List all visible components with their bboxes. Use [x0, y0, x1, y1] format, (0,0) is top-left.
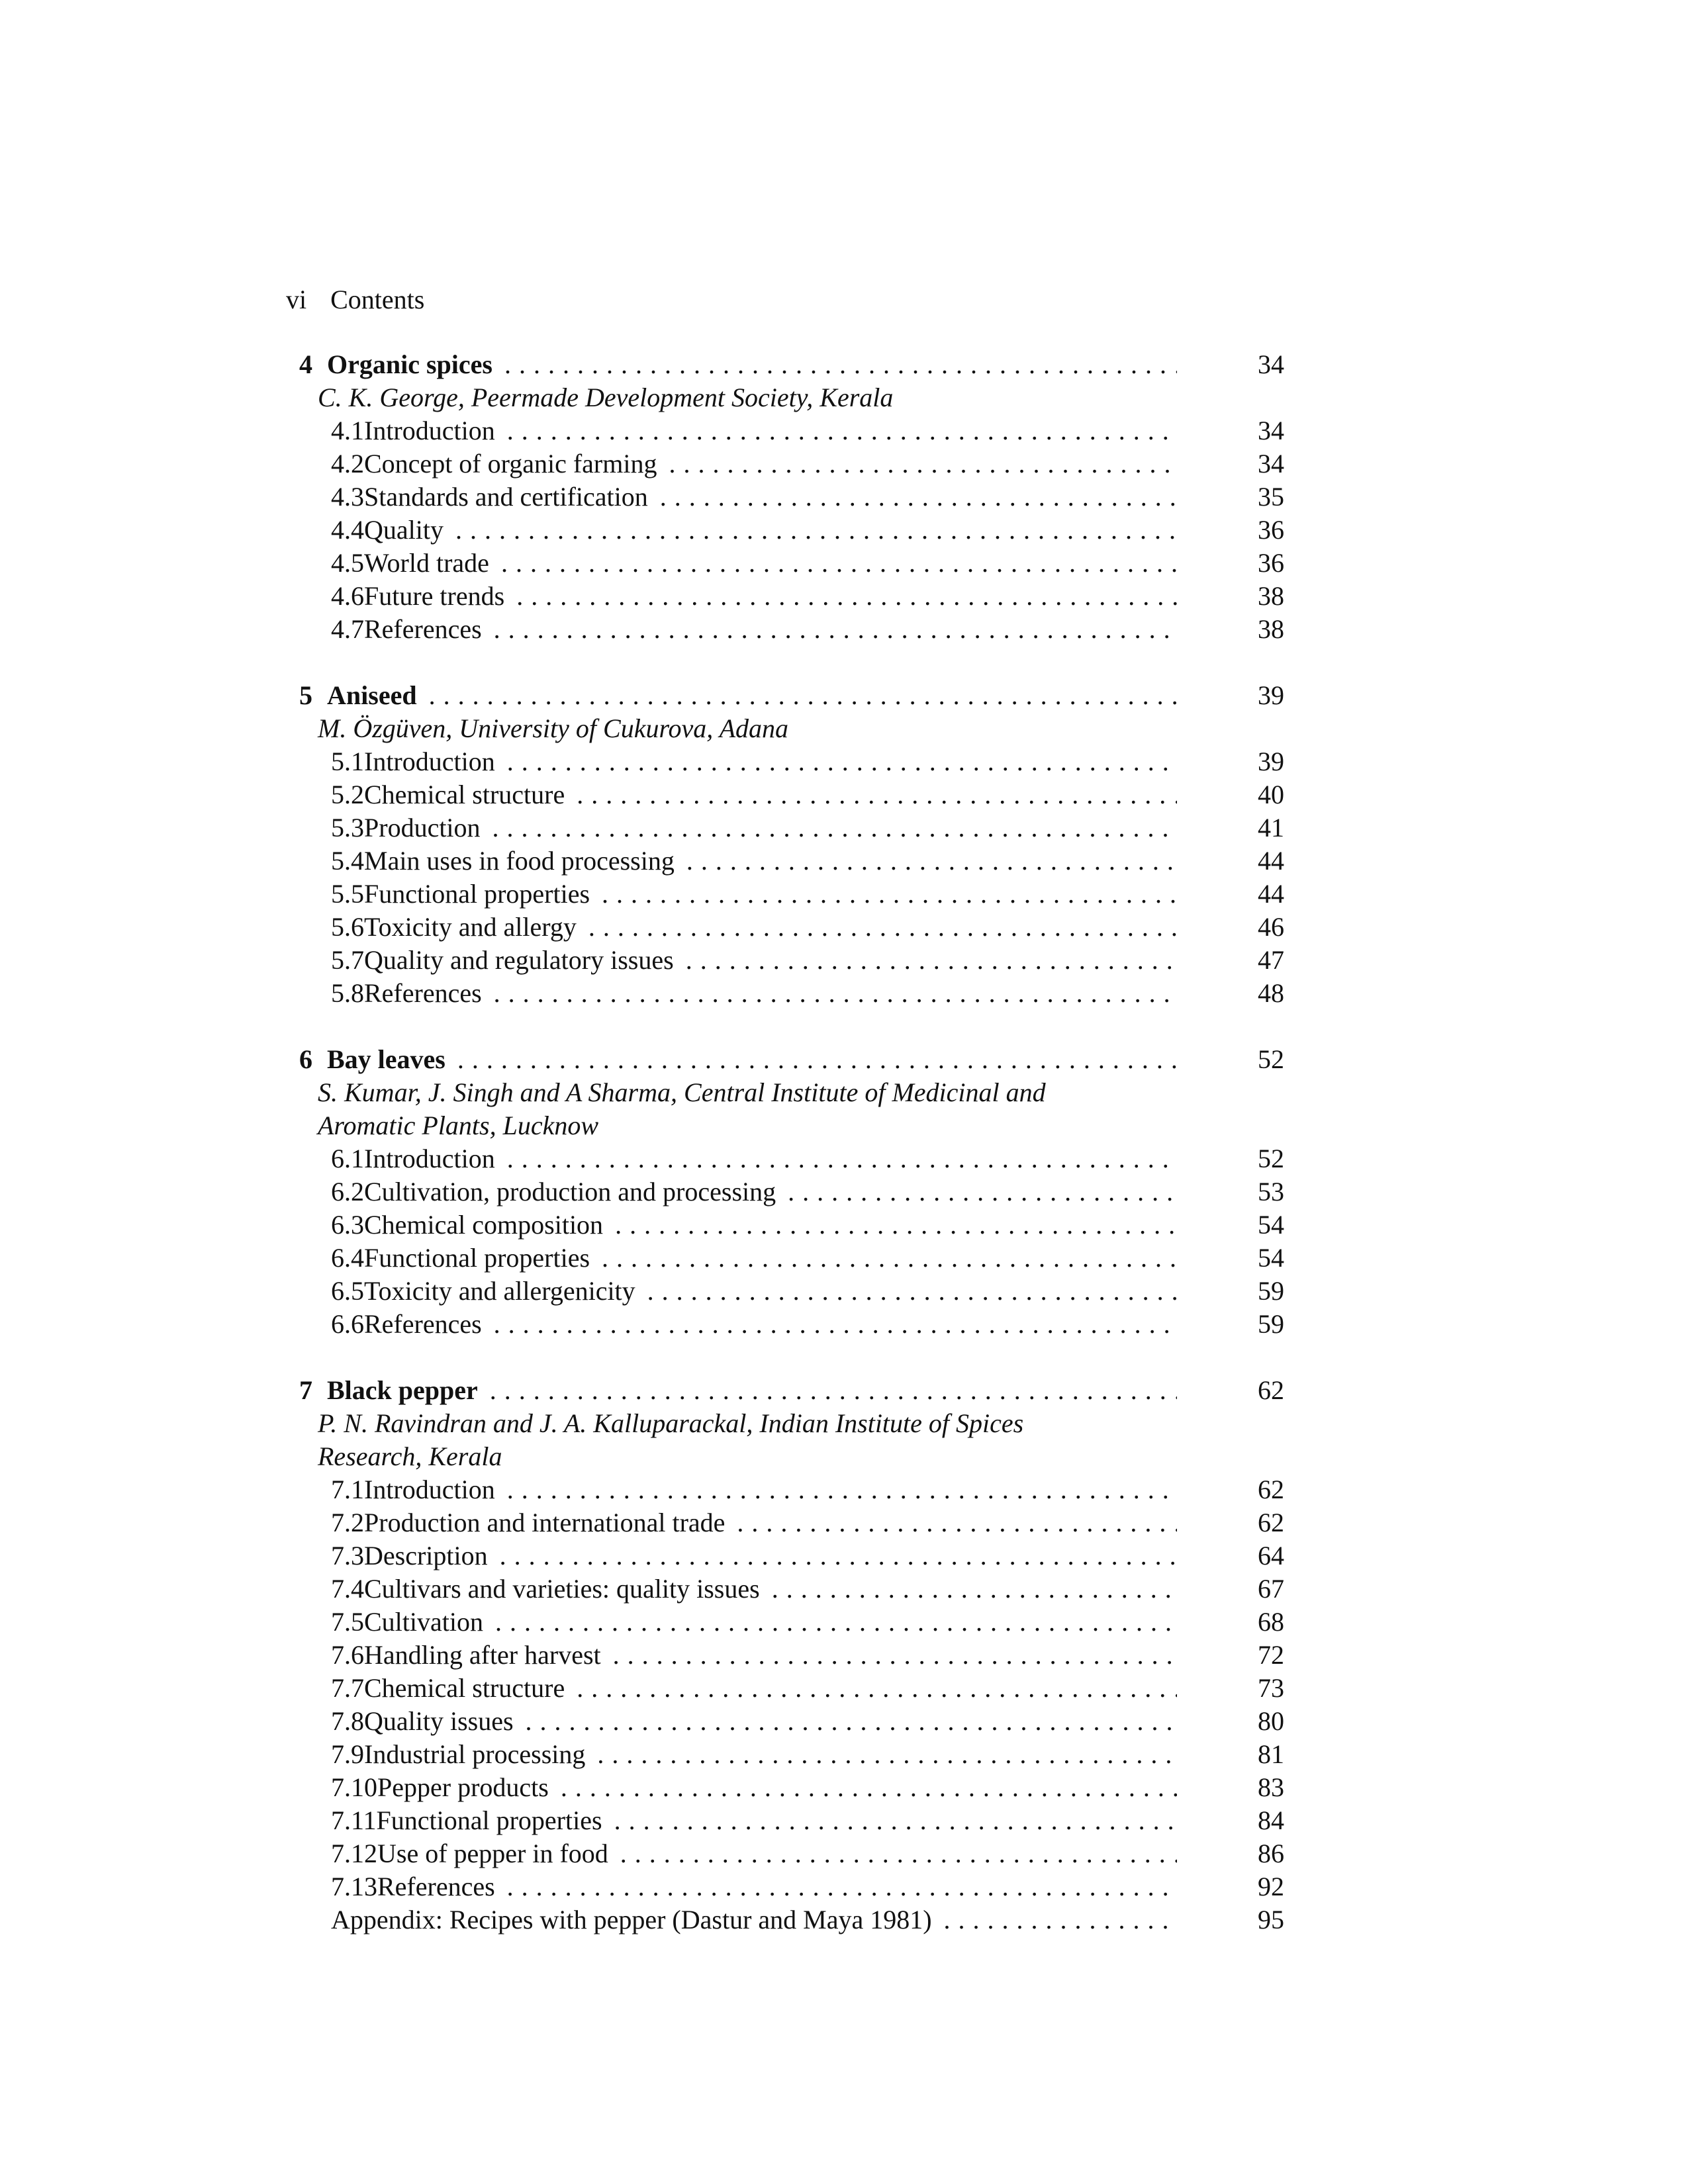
- section-page-number: 59: [1258, 1276, 1284, 1306]
- section-title: References: [364, 978, 482, 1008]
- chapter-entry[interactable]: [286, 348, 1284, 381]
- chapter-block: [286, 348, 1284, 646]
- section-page-number: 86: [1258, 1839, 1284, 1868]
- section-title: Concept of organic farming: [364, 449, 657, 478]
- section-number: 7.2: [331, 1508, 364, 1537]
- section-entry-lead: [331, 514, 1177, 547]
- section-entry-lead: [331, 547, 1177, 580]
- section-number: 7.5: [331, 1607, 364, 1637]
- chapter-authors: Research, Kerala: [318, 1441, 502, 1471]
- section-title: Cultivation, production and processing: [364, 1177, 776, 1206]
- section-entry[interactable]: [286, 1606, 1284, 1639]
- section-number: 5.3: [331, 813, 364, 842]
- chapter-authors: P. N. Ravindran and J. A. Kalluparackal, Indian Institute of Spices: [318, 1408, 1024, 1438]
- section-page-number: 38: [1258, 614, 1284, 644]
- section-page-number: 84: [1258, 1805, 1284, 1835]
- section-entry[interactable]: [286, 778, 1284, 811]
- section-entry[interactable]: [286, 1506, 1284, 1539]
- section-entry-lead: [331, 1705, 1177, 1738]
- section-title: Introduction: [364, 416, 495, 445]
- section-title: World trade: [364, 548, 489, 578]
- section-title: Use of pepper in food: [377, 1839, 608, 1868]
- section-entry-lead: [331, 1539, 1177, 1572]
- section-number: 6.1: [331, 1144, 364, 1173]
- chapter-title: Black pepper: [327, 1375, 478, 1405]
- section-page-number: 62: [1258, 1475, 1284, 1504]
- chapter-page-number: 34: [1258, 349, 1284, 379]
- chapter-title: Aniseed: [327, 680, 417, 710]
- table-of-contents: [286, 348, 1284, 1970]
- section-title: Production: [364, 813, 481, 842]
- section-title: Handling after harvest: [364, 1640, 601, 1670]
- section-entry[interactable]: [286, 1804, 1284, 1837]
- section-entry[interactable]: [286, 414, 1284, 447]
- section-number: 4.2: [331, 449, 364, 478]
- section-page-number: 39: [1258, 747, 1284, 776]
- section-page-number: 35: [1258, 482, 1284, 512]
- section-page-number: 67: [1258, 1574, 1284, 1604]
- section-entry-lead: [331, 944, 1177, 977]
- section-entry[interactable]: [286, 977, 1284, 1010]
- section-entry-lead: [331, 447, 1177, 480]
- section-title: Quality and regulatory issues: [364, 945, 674, 975]
- section-title: References: [377, 1872, 495, 1901]
- running-head-title: Contents: [330, 285, 425, 314]
- section-number: 7.8: [331, 1706, 364, 1736]
- section-entry-lead: [331, 745, 1177, 778]
- section-page-number: 64: [1258, 1541, 1284, 1570]
- section-number: 4.7: [331, 614, 364, 644]
- section-entry[interactable]: [286, 1208, 1284, 1242]
- chapter-block: [286, 1043, 1284, 1341]
- section-entry-lead: [331, 1672, 1177, 1705]
- section-page-number: 34: [1258, 416, 1284, 445]
- section-entry[interactable]: [286, 1242, 1284, 1275]
- section-entry-lead: [331, 811, 1177, 844]
- chapter-entry[interactable]: [286, 1043, 1284, 1076]
- section-entry[interactable]: [286, 1308, 1284, 1341]
- chapter-number: 7: [299, 1375, 312, 1405]
- section-entry-lead: [331, 1572, 1177, 1606]
- section-entry[interactable]: [286, 1672, 1284, 1705]
- section-number: 5.8: [331, 978, 364, 1008]
- section-number: 4.4: [331, 515, 364, 545]
- section-title: Standards and certification: [364, 482, 648, 512]
- section-entry[interactable]: [286, 1539, 1284, 1572]
- page-folio: vi: [286, 285, 307, 314]
- section-number: 6.6: [331, 1309, 364, 1339]
- appendix-entry[interactable]: [286, 1903, 1284, 1936]
- chapter-block: [286, 679, 1284, 1010]
- section-title: References: [364, 614, 482, 644]
- section-page-number: 53: [1258, 1177, 1284, 1206]
- chapter-number: 5: [299, 680, 312, 710]
- section-title: Chemical structure: [364, 780, 565, 809]
- section-number: 6.2: [331, 1177, 364, 1206]
- section-title: Industrial processing: [364, 1739, 586, 1769]
- section-page-number: 92: [1258, 1872, 1284, 1901]
- section-title: Production and international trade: [364, 1508, 726, 1537]
- section-entry-lead: [331, 613, 1177, 646]
- section-number: 7.13: [331, 1872, 377, 1901]
- section-title: Functional properties: [364, 879, 590, 909]
- appendix-entry-lead: [331, 1903, 1177, 1936]
- section-page-number: 72: [1258, 1640, 1284, 1670]
- chapter-entry[interactable]: [286, 1374, 1284, 1407]
- section-entry-lead: [331, 1837, 1177, 1870]
- appendix-page-number: 95: [1258, 1905, 1284, 1934]
- section-entry-lead: [331, 1506, 1177, 1539]
- section-entry[interactable]: [286, 447, 1284, 480]
- chapter-authors: C. K. George, Peermade Development Society, Kerala: [318, 383, 894, 412]
- section-entry-lead: [331, 1175, 1177, 1208]
- section-entry-lead: [331, 778, 1177, 811]
- section-entry[interactable]: [286, 1738, 1284, 1771]
- section-title: Introduction: [364, 1475, 495, 1504]
- section-page-number: 62: [1258, 1508, 1284, 1537]
- section-title: Functional properties: [376, 1805, 602, 1835]
- section-number: 4.3: [331, 482, 364, 512]
- section-title: Cultivars and varieties: quality issues: [364, 1574, 760, 1604]
- running-head: [286, 283, 424, 316]
- chapter-entry-lead: [286, 1043, 1177, 1076]
- section-entry-lead: [331, 1870, 1177, 1903]
- section-title: Chemical composition: [364, 1210, 604, 1240]
- section-entry-lead: [331, 414, 1177, 447]
- section-number: 7.10: [331, 1772, 377, 1802]
- section-entry[interactable]: [286, 580, 1284, 613]
- section-number: 6.5: [331, 1276, 364, 1306]
- section-entry-lead: [331, 1275, 1177, 1308]
- section-number: 7.4: [331, 1574, 364, 1604]
- section-entry[interactable]: [286, 547, 1284, 580]
- section-page-number: 83: [1258, 1772, 1284, 1802]
- section-entry-lead: [331, 1208, 1177, 1242]
- chapter-authors: Aromatic Plants, Lucknow: [318, 1111, 599, 1140]
- section-entry-lead: [331, 580, 1177, 613]
- section-page-number: 36: [1258, 515, 1284, 545]
- section-entry[interactable]: [286, 1771, 1284, 1804]
- section-number: 6.3: [331, 1210, 364, 1240]
- section-number: 5.6: [331, 912, 364, 942]
- chapter-title: Organic spices: [327, 349, 492, 379]
- section-title: References: [364, 1309, 482, 1339]
- section-entry-lead: [331, 1242, 1177, 1275]
- section-title: Cultivation: [364, 1607, 483, 1637]
- section-number: 6.4: [331, 1243, 364, 1273]
- chapter-entry[interactable]: [286, 679, 1284, 712]
- section-entry-lead: [331, 1606, 1177, 1639]
- section-title: Introduction: [364, 1144, 495, 1173]
- section-number: 7.6: [331, 1640, 364, 1670]
- section-number: 5.2: [331, 780, 364, 809]
- section-page-number: 41: [1258, 813, 1284, 842]
- chapter-page-number: 62: [1258, 1375, 1284, 1405]
- section-title: Pepper products: [377, 1772, 549, 1802]
- section-title: Quality: [364, 515, 444, 545]
- section-page-number: 44: [1258, 879, 1284, 909]
- section-entry-lead: [331, 844, 1177, 878]
- section-number: 7.3: [331, 1541, 364, 1570]
- section-entry[interactable]: [286, 613, 1284, 646]
- section-entry-lead: [331, 480, 1177, 514]
- section-entry[interactable]: [286, 1275, 1284, 1308]
- section-page-number: 73: [1258, 1673, 1284, 1703]
- section-entry-lead: [331, 911, 1177, 944]
- chapter-page-number: 52: [1258, 1044, 1284, 1074]
- section-title: Future trends: [364, 581, 505, 611]
- chapter-authors: S. Kumar, J. Singh and A Sharma, Central Institute of Medicinal and: [318, 1077, 1046, 1107]
- section-entry[interactable]: [286, 1473, 1284, 1506]
- section-title: Introduction: [364, 747, 495, 776]
- section-title: Toxicity and allergy: [364, 912, 577, 942]
- section-entry[interactable]: [286, 1639, 1284, 1672]
- section-entry[interactable]: [286, 944, 1284, 977]
- section-entry-lead: [331, 1308, 1177, 1341]
- section-entry[interactable]: [286, 878, 1284, 911]
- section-number: 7.9: [331, 1739, 364, 1769]
- section-title: Description: [364, 1541, 488, 1570]
- section-page-number: 68: [1258, 1607, 1284, 1637]
- chapter-title: Bay leaves: [327, 1044, 445, 1074]
- section-number: 4.6: [331, 581, 364, 611]
- section-entry-lead: [331, 878, 1177, 911]
- section-page-number: 81: [1258, 1739, 1284, 1769]
- section-entry-lead: [331, 1771, 1177, 1804]
- section-entry[interactable]: [286, 1572, 1284, 1606]
- section-page-number: 36: [1258, 548, 1284, 578]
- section-number: 5.1: [331, 747, 364, 776]
- section-page-number: 48: [1258, 978, 1284, 1008]
- section-number: 5.7: [331, 945, 364, 975]
- section-number: 4.1: [331, 416, 364, 445]
- section-page-number: 38: [1258, 581, 1284, 611]
- chapter-entry-lead: [286, 1374, 1177, 1407]
- section-number: 7.1: [331, 1475, 364, 1504]
- chapter-number: 4: [299, 349, 312, 379]
- section-title: Toxicity and allergenicity: [364, 1276, 635, 1306]
- section-title: Quality issues: [364, 1706, 514, 1736]
- section-entry-lead: [331, 977, 1177, 1010]
- chapter-block: [286, 1374, 1284, 1936]
- section-title: Functional properties: [364, 1243, 590, 1273]
- section-entry-lead: [331, 1142, 1177, 1175]
- section-entry[interactable]: [286, 1837, 1284, 1870]
- section-entry[interactable]: [286, 480, 1284, 514]
- section-number: 7.11: [331, 1805, 377, 1835]
- section-number: 5.4: [331, 846, 364, 876]
- section-number: 5.5: [331, 879, 364, 909]
- section-title: Chemical structure: [364, 1673, 565, 1703]
- section-page-number: 52: [1258, 1144, 1284, 1173]
- section-entry[interactable]: [286, 1175, 1284, 1208]
- chapter-authors: M. Özgüven, University of Cukurova, Adana: [318, 713, 788, 743]
- section-entry-lead: [331, 1473, 1177, 1506]
- section-number: 4.5: [331, 548, 364, 578]
- section-page-number: 47: [1258, 945, 1284, 975]
- section-entry[interactable]: [286, 1705, 1284, 1738]
- section-entry-lead: [331, 1738, 1177, 1771]
- section-entry[interactable]: [286, 911, 1284, 944]
- section-entry-lead: [331, 1639, 1177, 1672]
- section-page-number: 54: [1258, 1243, 1284, 1273]
- section-page-number: 44: [1258, 846, 1284, 876]
- section-page-number: 80: [1258, 1706, 1284, 1736]
- chapter-entry-lead: [286, 679, 1177, 712]
- section-page-number: 34: [1258, 449, 1284, 478]
- section-page-number: 59: [1258, 1309, 1284, 1339]
- section-number: 7.12: [331, 1839, 377, 1868]
- section-entry[interactable]: [286, 514, 1284, 547]
- chapter-page-number: 39: [1258, 680, 1284, 710]
- chapter-entry-lead: [286, 348, 1177, 381]
- section-entry-lead: [331, 1804, 1177, 1837]
- section-page-number: 40: [1258, 780, 1284, 809]
- chapter-number: 6: [299, 1044, 312, 1074]
- section-title: Main uses in food processing: [364, 846, 675, 876]
- section-entry[interactable]: [286, 745, 1284, 778]
- section-entry[interactable]: [286, 811, 1284, 844]
- section-page-number: 54: [1258, 1210, 1284, 1240]
- section-entry[interactable]: [286, 844, 1284, 878]
- appendix-title: Appendix: Recipes with pepper (Dastur and Maya 1981): [331, 1905, 932, 1934]
- section-page-number: 46: [1258, 912, 1284, 942]
- section-number: 7.7: [331, 1673, 364, 1703]
- section-entry[interactable]: [286, 1870, 1284, 1903]
- section-entry[interactable]: [286, 1142, 1284, 1175]
